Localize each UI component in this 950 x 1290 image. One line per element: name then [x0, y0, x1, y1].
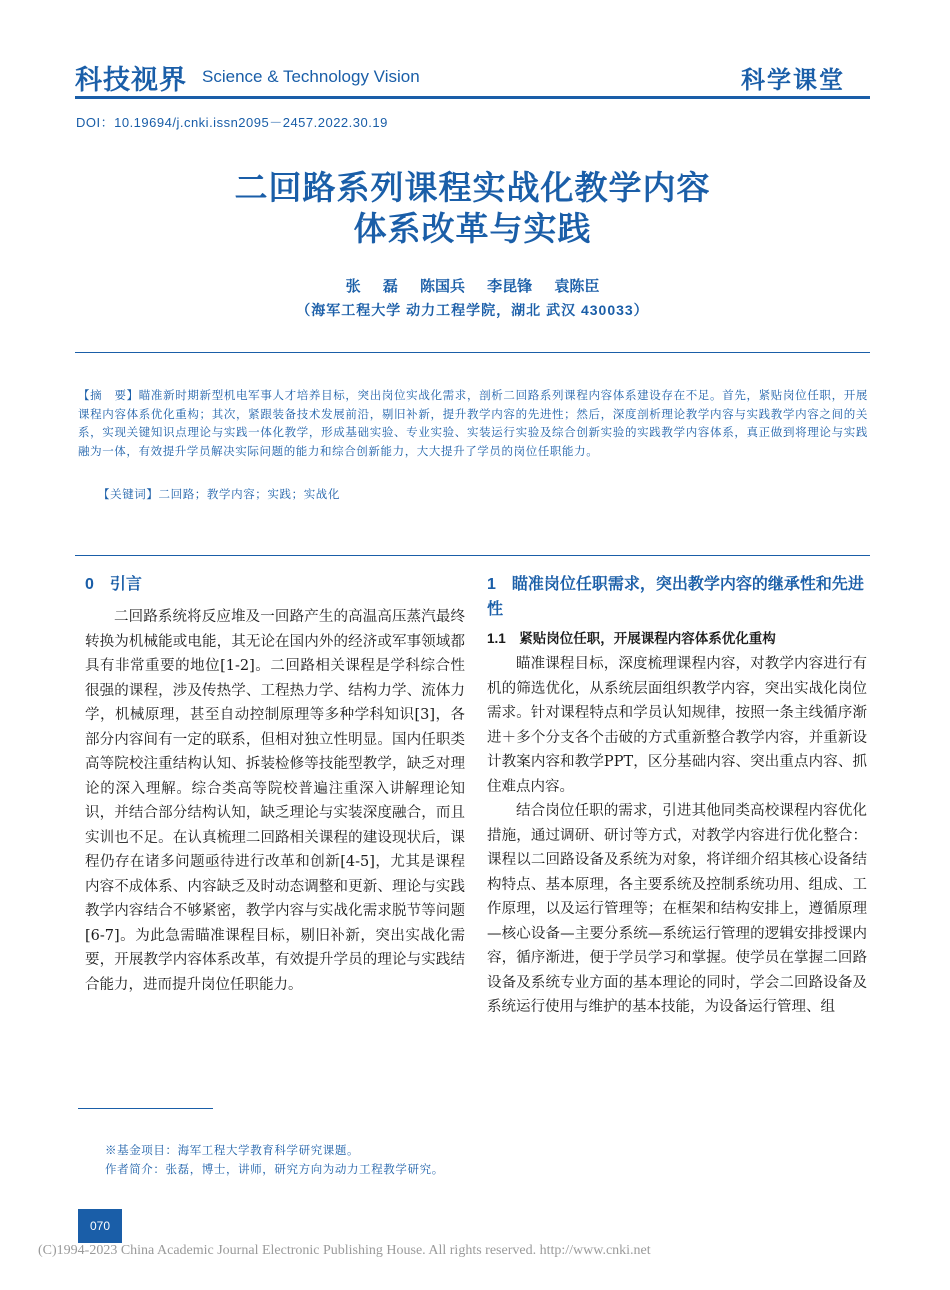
article-title-line-2: 体系改革与实践: [353, 209, 592, 248]
page-number: 070: [78, 1209, 122, 1243]
section-1-1-paragraph-2: 结合岗位任职的需求，引进其他同类高校课程内容优化措施，通过调研、研讨等方式，对教学内容进行优化整合：课程以二回路设备及系统为对象，将详细介绍其核心设备结构特点、基本原理，各主要系统及控制系统功用、组成、工作原理，以及运行管理等；在框架和结构安排上，遵循原理—核心设备—主要分系统—系统运行管理的逻辑安排授课内容，循序渐进，便于学员学习和掌握。使学员在掌握二回路设备及系统专业方面的基本理论的同时，学会二回路设备及系统运行使用与维护的基本技能，为设备运行管理、组: [487, 803, 867, 1015]
left-column: [85, 570, 465, 997]
section-1-1-heading: 1.1 紧贴岗位任职，开展课程内容体系优化重构: [487, 631, 776, 646]
doi: DOI：10.19694/j.cnki.issn2095－2457.2022.30.19: [76, 115, 388, 130]
right-column: [487, 570, 867, 1020]
affiliation: （海军工程大学 动力工程学院，湖北 武汉 430033）: [296, 302, 649, 318]
column-tag: 科学课堂: [741, 65, 845, 94]
abstract: 【摘 要】瞄准新时期新型机电军事人才培养目标，突出岗位实战化需求，剖析二回路系列课程内容体系建设存在不足。首先，紧贴岗位任职，开展课程内容体系优化重构；其次，紧跟装备技术发展前沿，剔旧补新，提升教学内容的先进性；然后，深度剖析理论教学内容与实践教学内容之间的关系，实现关键知识点理论与实践一体化教学，形成基础实验、专业实验、实装运行实验及综合创新实验的实践教学内容体系，真正做到将理论与实践融为一体，有效提升学员解决实际问题的能力和综合创新能力，大大提升了学员的岗位任职能力。: [78, 388, 868, 458]
keywords: 【关键词】二回路；教学内容；实践；实战化: [98, 487, 340, 501]
abstract-top-rule: [75, 352, 870, 353]
journal-name-cn: 科技视界: [75, 65, 187, 96]
footnote-fund: ※基金项目：海军工程大学教育科学研究课题。: [105, 1143, 360, 1157]
abstract-bottom-rule: [75, 555, 870, 556]
footnote-author-bio: 作者简介：张磊，博士，讲师，研究方向为动力工程教学研究。: [105, 1162, 444, 1176]
journal-name-en: Science & Technology Vision: [202, 67, 420, 86]
section-0-heading: 0 引言: [85, 576, 142, 593]
footnote-rule: [78, 1108, 213, 1109]
header-rule: [75, 96, 870, 99]
copyright-watermark: (C)1994-2023 China Academic Journal Electronic Publishing House. All rights reserved. http://www.cnki.net: [38, 1243, 651, 1258]
section-1-heading: 1 瞄准岗位任职需求，突出教学内容的继承性和先进性: [487, 576, 864, 618]
section-1-1-paragraph-1: 瞄准课程目标，深度梳理课程内容，对教学内容进行有机的筛选优化，从系统层面组织教学内容，突出实战化岗位需求。针对课程特点和学员认知规律，按照一条主线循序渐进＋多个分支各个击破的方式重新整合教学内容，并重新设计教案内容和教学PPT，区分基础内容、突出重点内容、抓住难点内容。: [487, 656, 867, 795]
section-0-paragraph: 二回路系统将反应堆及一回路产生的高温高压蒸汽最终转换为机械能或电能，其无论在国内外的经济或军事领域都具有非常重要的地位[1-2]。二回路相关课程是学科综合性很强的课程，涉及传热学、工程热力学、结构力学、流体力学，机械原理，甚至自动控制原理等多种学科知识[3]，各部分内容间有一定的联系，但相对独立性明显。国内任职类高等院校注重结构认知、拆装检修等技能型教学，缺乏对理论的深入理解。综合类高等院校普遍注重深入讲解理论知识，并结合部分结构认知，缺乏理论与实装深度融合，而且实训也不足。在认真梳理二回路相关课程的建设现状后，课程仍存在诸多问题亟待进行改革和创新[4-5]，尤其是课程内容不成体系、内容缺乏及时动态调整和更新、理论与实践教学内容结合不够紧密，教学内容与实战化需求脱节等问题[6-7]。为此急需瞄准课程目标，剔旧补新，突出实战化需要，开展教学内容体系改革，有效提升学员的理论与实践结合能力，进而提升岗位任职能力。: [85, 609, 465, 993]
article-title-line-1: 二回路系列课程实战化教学内容: [234, 168, 711, 207]
authors: 张 磊 陈国兵 李昆锋 袁陈臣: [345, 278, 600, 295]
